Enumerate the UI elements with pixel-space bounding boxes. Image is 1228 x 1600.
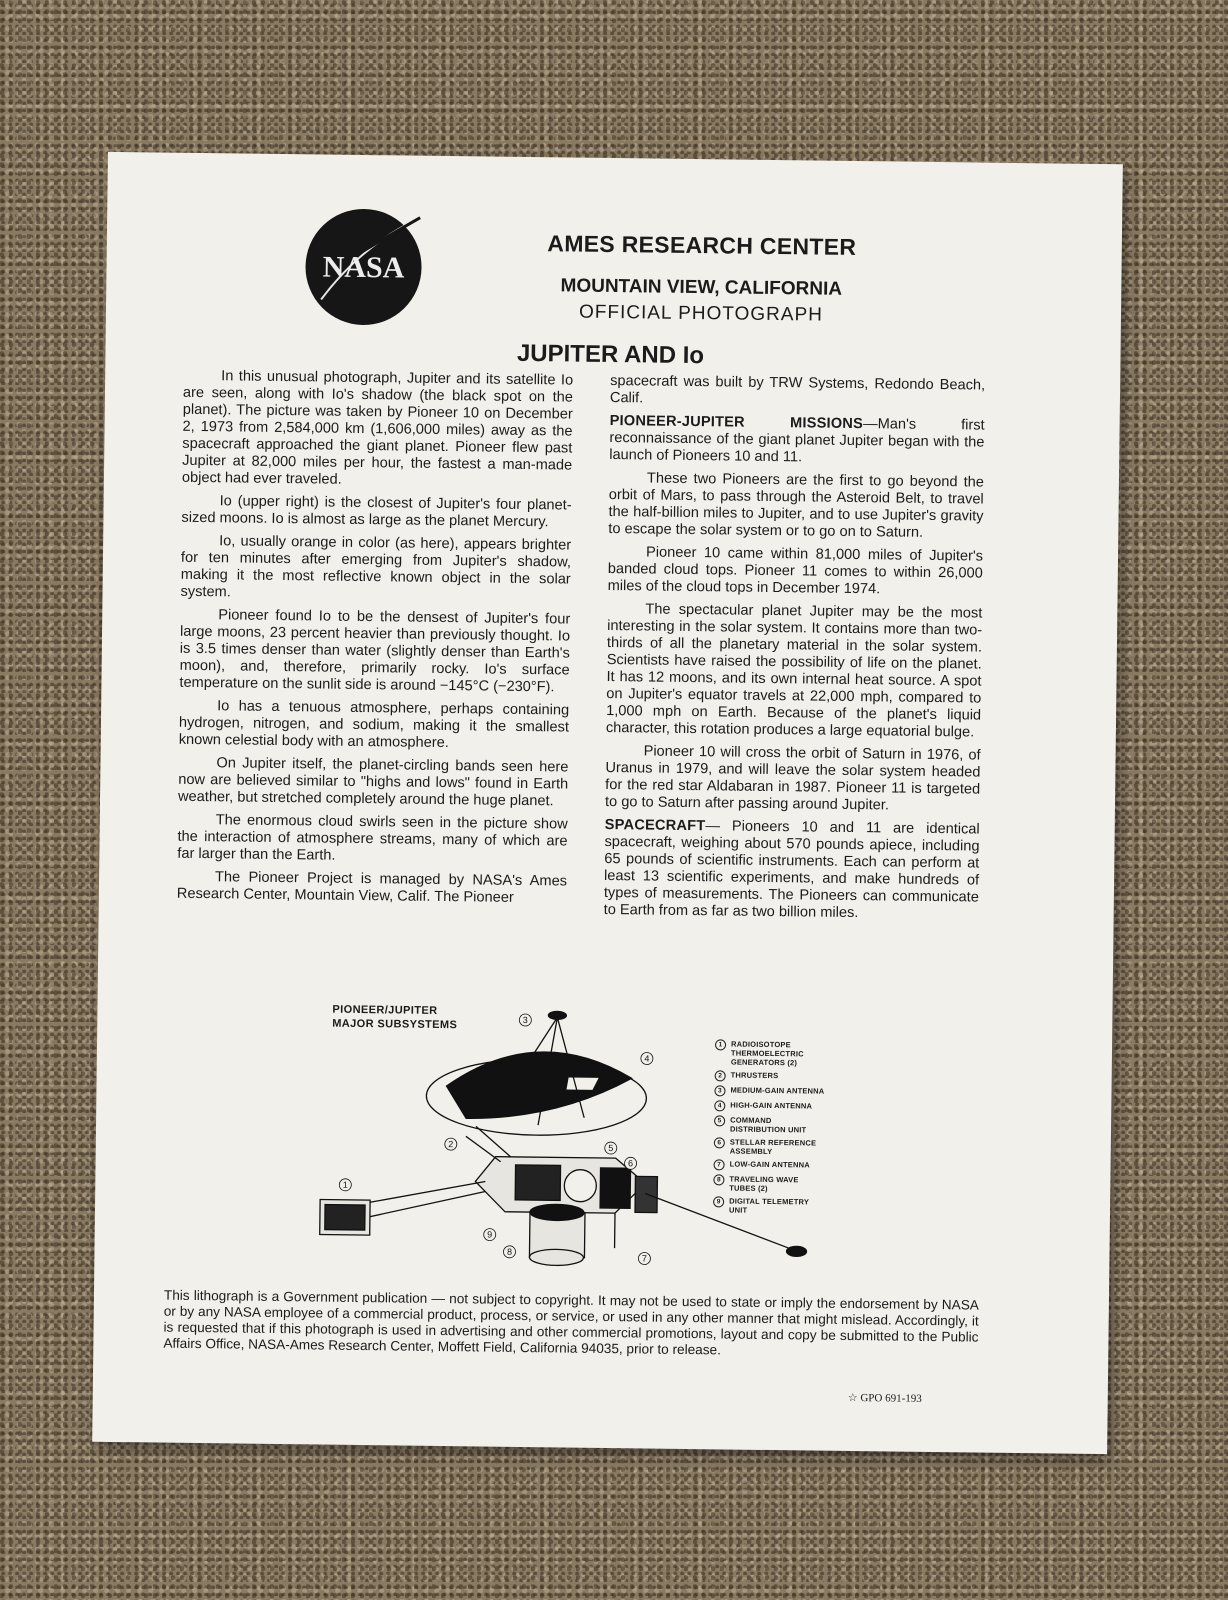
- nasa-logo: [301, 204, 428, 331]
- legend-number: 9: [713, 1196, 724, 1207]
- center-location: MOUNTAIN VIEW, CALIFORNIA: [560, 275, 843, 300]
- callout-label: 6: [628, 1158, 634, 1169]
- paragraph: Io (upper right) is the closest of Jupiter's four planet-sized moons. Io is almost as large as the planet Mercury.: [181, 493, 572, 531]
- legend-label: THRUSTERS: [730, 1070, 779, 1081]
- rtg-boom: [355, 1190, 485, 1222]
- paragraph: Io, usually orange in color (as here), appears brighter for ten minutes after emerging from Jupiter's shadow, making it the most reflective known object in the solar system.: [180, 533, 572, 601]
- missions-paragraph: [609, 413, 985, 469]
- paragraph: Pioneer 10 came within 81,000 miles of Jupiter's banded cloud tops. Pioneer 11 comes to within 26,000 miles of the cloud tops in December 1974.: [607, 544, 984, 598]
- legend-number: 3: [714, 1085, 725, 1096]
- legend-item: [714, 1085, 824, 1097]
- legend-number: 1: [715, 1039, 726, 1050]
- page-title: JUPITER AND Io: [516, 339, 705, 370]
- right-column: [604, 373, 986, 930]
- legend-number: 8: [713, 1174, 724, 1185]
- legend-item: [713, 1174, 823, 1193]
- legend-item: [714, 1137, 824, 1156]
- paragraph: The enormous cloud swirls seen in the picture show the interaction of atmosphere streams, many of which are far larger than the Earth.: [177, 812, 568, 864]
- legend-label: MEDIUM-GAIN ANTENNA: [730, 1085, 825, 1096]
- missions-lead: —Man's first reconnaissance of the giant planet Jupiter began with the launch of Pioneers 10 and 11.: [609, 416, 985, 466]
- diagram-legend: [713, 1039, 825, 1219]
- center-name: AMES RESEARCH CENTER: [547, 230, 857, 260]
- legend-label: HIGH-GAIN ANTENNA: [730, 1100, 813, 1111]
- legend-item: [714, 1115, 824, 1134]
- callout-label: 9: [487, 1229, 493, 1240]
- legend-label: COMMAND DISTRIBUTION UNIT: [729, 1115, 807, 1135]
- legend-number: 7: [714, 1159, 725, 1170]
- photo-info-sheet: [92, 152, 1123, 1454]
- legend-number: 5: [714, 1115, 725, 1126]
- copyright-notice: This lithograph is a Government publication — not subject to copyright. It may not be used to state or imply the endorsement by NASA or by any NASA employee of a commercial product, process, or service, or used in any other manner that might mislead. Accordingly, it is requested that if this photograph is used in advertising and other commercial promotions, layout and copy be submitted to the Public Affairs Office, NASA-Ames Research Center, Moffett Field, California 94035, prior to release.: [163, 1287, 979, 1358]
- legend-label: STELLAR REFERENCE ASSEMBLY: [729, 1137, 817, 1157]
- thruster-strut: [466, 1136, 501, 1161]
- paragraph: On Jupiter itself, the planet-circling bands seen here now are believed similar to "highs and lows" found in Earth weather, but stretched completely around the huge planet.: [177, 755, 569, 810]
- legend-label: TRAVELING WAVE TUBES (2): [729, 1174, 799, 1193]
- paragraph: The spectacular planet Jupiter may be the most interesting in the solar system. It contains more than two-thirds of all the planetary material in the solar system. Scientists have raised the possibility of life on the planet. It has 12 moons, and its own internal heat source. A spot on Jupiter's equator travels at 22,000 mph, compared to 1,000 mph on Earth. Because of the planet's liquid character, this rotation produces a large equatorial bulge.: [605, 601, 983, 741]
- paragraph: Pioneer found Io to be the densest of Jupiter's four large moons, 23 percent heavier than previously thought. Io is 3.5 times denser than water (slightly denser than Earth's moon), and, therefore, primarily rocky. Io's surface temperature on the sunlit side is around −145°C (−230°F).: [179, 607, 571, 696]
- diagram-title-line: PIONEER/JUPITER: [332, 1003, 438, 1017]
- legend-item: [715, 1070, 825, 1082]
- callout-label: 4: [644, 1053, 650, 1064]
- legend-number: 6: [714, 1137, 725, 1148]
- spacecraft-heading: SPACECRAFT: [604, 816, 706, 835]
- rtg-boom: [355, 1180, 485, 1207]
- paragraph: Io has a tenuous atmosphere, perhaps containing hydrogen, nitrogen, and sodium, making it the smallest known celestial body with an atmosphere.: [178, 698, 570, 752]
- legend-item: [714, 1100, 824, 1112]
- legend-label: RADIOISOTOPE THERMOELECTRIC GENERATORS (2): [730, 1039, 804, 1068]
- left-column: [177, 368, 574, 914]
- missions-heading: PIONEER-JUPITER MISSIONS: [609, 412, 864, 433]
- paragraph: Pioneer 10 will cross the orbit of Saturn in 1976, of Uranus in 1979, and will leave the solar system headed for the red star Aldabaran in 1987. Pioneer 11 is targeted to go to Saturn after passing around Jupiter.: [604, 743, 981, 814]
- legend-label: DIGITAL TELEMETRY UNIT: [728, 1196, 809, 1215]
- spacecraft-text: — Pioneers 10 and 11 are identical spacecraft, weighing about 570 pounds apiece, including 65 pounds of scientific instruments. Each can perform at least 13 scientific experiments, and make hundreds of types of measurements. The Pioneers can communicate to Earth from as far as two billion miles.: [603, 818, 980, 922]
- magnetometer: [786, 1246, 806, 1256]
- legend-item: [715, 1039, 825, 1067]
- callout-label: 7: [641, 1253, 648, 1264]
- callout-label: 5: [608, 1143, 614, 1154]
- callout-label: 1: [342, 1179, 348, 1190]
- callout-label: 3: [522, 1014, 528, 1026]
- spacecraft-paragraph: [604, 817, 980, 924]
- paragraph: These two Pioneers are the first to go beyond the orbit of Mars, to pass through the Asteroid Belt, to travel the half-billion miles to Jupiter, and to use Jupiter's gravity to escape the solar system or to go on to Saturn.: [608, 470, 985, 541]
- paragraph: In this unusual photograph, Jupiter and its satellite Io are seen, along with Io's shadow (the black spot on the planet). The picture was taken by Pioneer 10 on December 2, 1973 from 2,584,000 km (1,606,000 miles) away as the spacecraft approached the giant planet. Pioneer flew past Jupiter at 82,000 miles per hour, the fastest a man-made object had ever traveled.: [181, 368, 574, 488]
- callout-label: 8: [506, 1246, 513, 1257]
- photo-label: OFFICIAL PHOTOGRAPH: [578, 301, 824, 326]
- legend-label: LOW-GAIN ANTENNA: [729, 1159, 810, 1170]
- diagram-title-line: MAJOR SUBSYSTEMS: [332, 1017, 458, 1032]
- callout-label: 2: [448, 1139, 454, 1150]
- paragraph: The Pioneer Project is managed by NASA's Ames Research Center, Mountain View, Calif. The Pioneer: [176, 869, 568, 906]
- legend-number: 4: [714, 1100, 725, 1111]
- medium-gain-antenna: [548, 1011, 566, 1019]
- legend-item: [713, 1196, 823, 1215]
- nasa-logo-text: NASA: [322, 250, 405, 285]
- legend-item: [714, 1159, 824, 1171]
- legend-number: 2: [715, 1070, 726, 1081]
- paragraph: spacecraft was built by TRW Systems, Redondo Beach, Calif.: [609, 373, 986, 407]
- print-code: ☆ GPO 691-193: [847, 1391, 922, 1405]
